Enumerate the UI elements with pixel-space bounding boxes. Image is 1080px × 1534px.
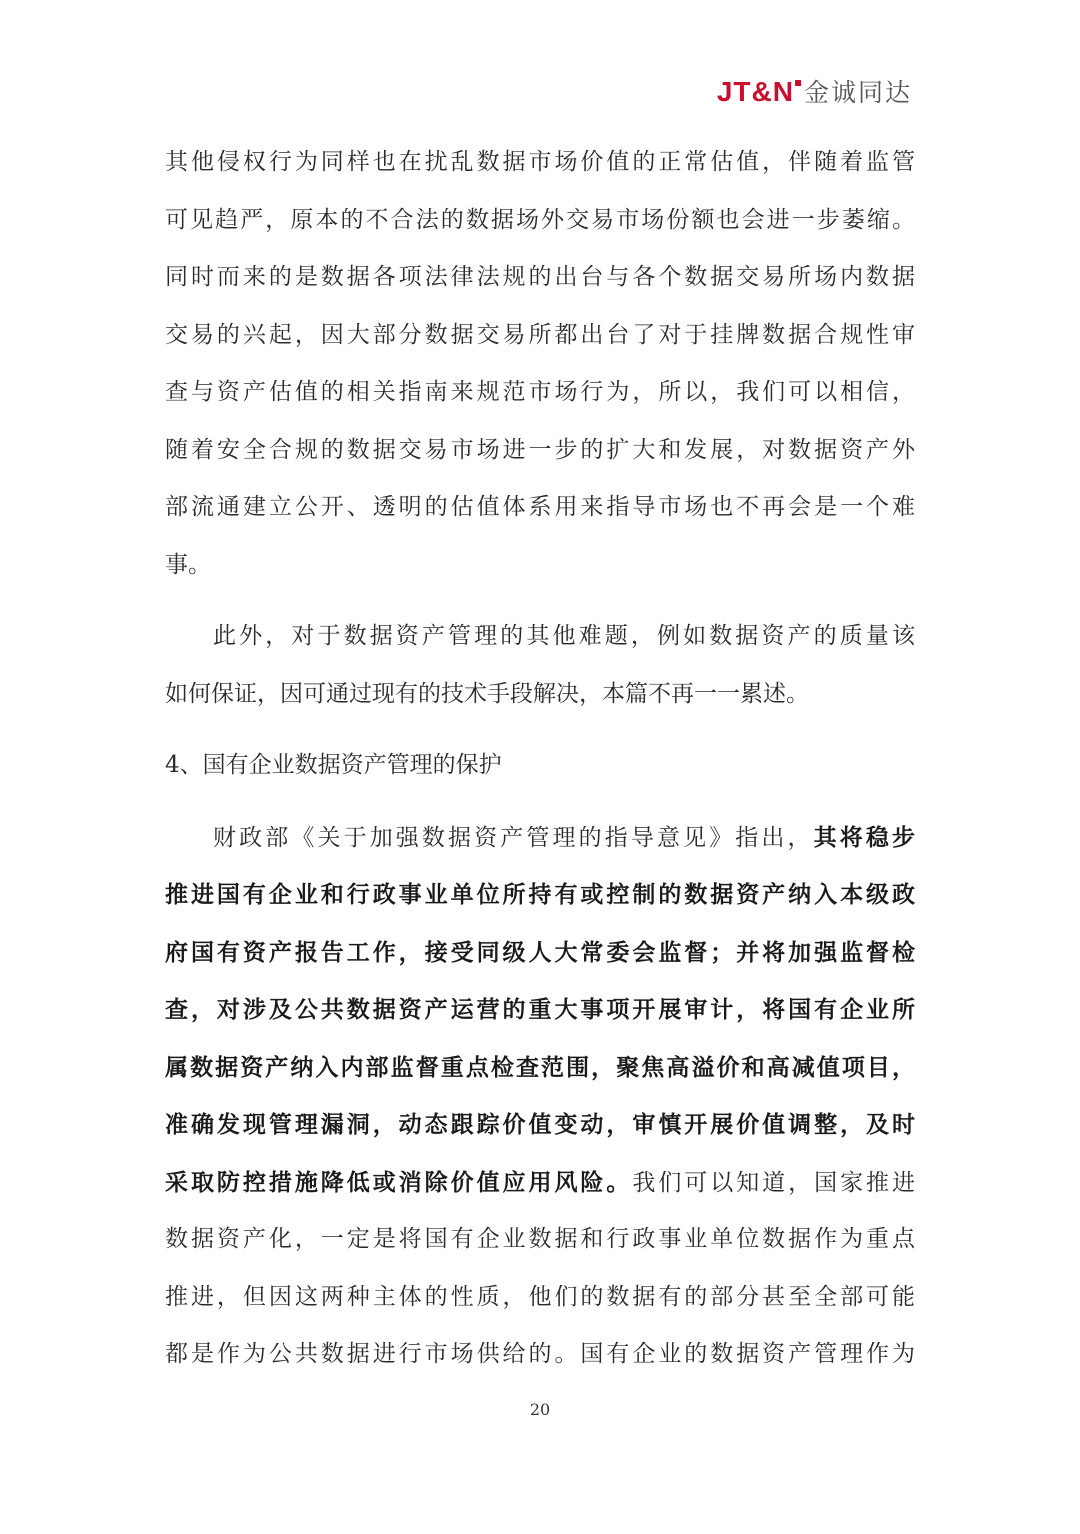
text-line: 此外，对于数据资产管理的其他难题，例如数据资产的质量该 (213, 623, 915, 649)
paragraph-2 (165, 608, 915, 723)
text-line: 都是作为公共数据进行市场供给的。国有企业的数据资产管理作为 (165, 1341, 915, 1367)
paragraph-3 (165, 809, 915, 1384)
text-line-bold: 查，对涉及公共数据资产运营的重大事项开展审计，将国有企业所 (165, 996, 915, 1023)
text-line: 其他侵权行为同样也在扰乱数据市场价值的正常估值，伴随着监管 (165, 149, 915, 175)
page-body (165, 134, 915, 1384)
text-line: 推进，但因这两种主体的性质，他们的数据有的部分甚至全部可能 (165, 1283, 915, 1310)
text-line: 交易的兴起，因大部分数据交易所都出台了对于挂牌数据合规性审 (165, 321, 915, 348)
logo-dot-icon (795, 80, 801, 86)
text-line (165, 809, 915, 867)
text-normal: 我们可以知道，国家推进 (632, 1169, 915, 1196)
logo-chinese-name: 金诚同达 (803, 77, 912, 107)
text-normal: 财政部《关于加强数据资产管理的指导意见》指出， (213, 824, 814, 851)
text-line: 可见趋严，原本的不合法的数据场外交易市场份额也会进一步萎缩。 (165, 206, 915, 233)
page-number: 20 (529, 1400, 551, 1419)
text-line: 同时而来的是数据各项法律法规的出台与各个数据交易所场内数据 (165, 264, 915, 290)
paragraph-1 (165, 134, 915, 594)
logo-mark: JT&N (716, 76, 794, 107)
company-logo (717, 78, 912, 106)
text-line: 事。 (165, 551, 211, 578)
text-line-bold: 推进国有企业和行政事业单位所持有或控制的数据资产纳入本级政 (165, 881, 915, 908)
text-bold: 其将稳步 (813, 823, 915, 851)
text-line-bold: 府国有资产报告工作，接受同级人大常委会监督；并将加强监督检 (165, 938, 915, 966)
text-line-bold: 准确发现管理漏洞，动态跟踪价值变动，审慎开展价值调整，及时 (165, 1111, 915, 1138)
text-line: 随着安全合规的数据交易市场进一步的扩大和发展，对数据资产外 (165, 436, 915, 463)
text-bold: 采取防控措施降低或消除价值应用风险。 (165, 1168, 633, 1196)
section-heading: 4、国有企业数据资产管理的保护 (165, 752, 502, 778)
text-line: 如何保证，因可通过现有的技术手段解决，本篇不再一一累述。 (165, 680, 809, 707)
text-line-bold: 属数据资产纳入内部监督重点检查范围，聚焦高溢价和高减值项目， (165, 1053, 915, 1081)
text-line: 部流通建立公开、透明的估值体系用来指导市场也不再会是一个难 (165, 494, 915, 520)
text-line (165, 1154, 915, 1212)
text-line: 数据资产化，一定是将国有企业数据和行政事业单位数据作为重点 (165, 1226, 915, 1252)
text-line: 查与资产估值的相关指南来规范市场行为，所以，我们可以相信， (165, 379, 915, 405)
